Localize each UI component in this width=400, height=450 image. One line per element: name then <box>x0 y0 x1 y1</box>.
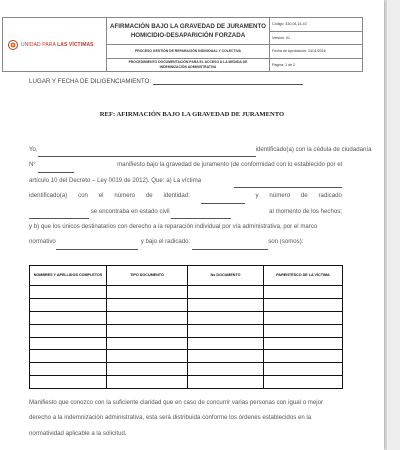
place-date-blank[interactable] <box>153 84 303 85</box>
closing-paragraph: Manifiesto que conozco con la suficiente claridad que en caso de concurrir varias personas con igual o mejor derecho a la indemnización administrativa, esta será distribuida conforme los órdenes establecidos en la normatividad aplicable a la solicitud. <box>29 399 324 437</box>
table-cell[interactable] <box>30 324 107 337</box>
table-cell[interactable] <box>264 324 343 337</box>
document-code: Código: 430,08,15-43 <box>270 18 363 32</box>
beneficiaries-table <box>29 265 343 389</box>
table-cell[interactable] <box>264 337 343 350</box>
table-cell[interactable] <box>264 350 343 363</box>
radicado-number-blank[interactable] <box>192 234 268 249</box>
column-header: PARENTESCO DE LA VÍCTIMA <box>264 266 343 286</box>
table-row <box>30 363 343 376</box>
table-cell[interactable] <box>30 286 107 299</box>
table-header-row <box>30 266 343 286</box>
colombia-seal-icon <box>8 40 18 50</box>
table-row <box>30 324 343 337</box>
vertical-scrollbar[interactable] <box>386 0 400 450</box>
table-cell[interactable] <box>264 311 343 324</box>
victim-id-blank[interactable] <box>201 188 245 203</box>
title-line-2: HOMICIDIO-DESAPARICIÓN FORZADA <box>130 32 246 39</box>
table-row <box>30 350 343 363</box>
column-header: No DOCUMENTO <box>188 266 264 286</box>
process-name: PROCESO GESTIÓN DE REPARACIÓN INDIVIDUAL Y COLECTIVA <box>107 45 270 59</box>
table-cell[interactable] <box>107 376 188 389</box>
approval-date: Fecha de Aprobación: 24/11/2016 <box>270 45 363 59</box>
logo-text: UNIDAD PARA LAS VÍCTIMAS <box>21 41 94 48</box>
procedure-name: PROCEDIMIENTO DOCUMENTACIÓN PARA EL ACCESO A LA MEDIDA DE INDEMNIZACIÓN ADMINISTRATIVA <box>107 58 270 72</box>
table-cell[interactable] <box>264 363 343 376</box>
table-cell[interactable] <box>30 363 107 376</box>
table-cell[interactable] <box>188 324 264 337</box>
title-line-1: AFIRMACIÓN BAJO LA GRAVEDAD DE JURAMENTO <box>110 23 266 30</box>
table-cell[interactable] <box>30 311 107 324</box>
table-cell[interactable] <box>188 363 264 376</box>
table-cell[interactable] <box>107 286 188 299</box>
document-version: Versión: 01 <box>270 31 363 45</box>
unidad-victimas-logo <box>3 40 106 50</box>
table-cell[interactable] <box>107 298 188 311</box>
table-cell[interactable] <box>188 311 264 324</box>
table-row <box>30 311 343 324</box>
place-date-field <box>29 78 303 85</box>
logo-cell <box>3 18 107 72</box>
document-title <box>107 18 270 45</box>
legal-framework-blank[interactable] <box>56 234 138 249</box>
table-cell[interactable] <box>264 376 343 389</box>
table-cell[interactable] <box>188 337 264 350</box>
table-cell[interactable] <box>188 376 264 389</box>
table-cell[interactable] <box>30 298 107 311</box>
table-cell[interactable] <box>107 324 188 337</box>
table-row <box>30 376 343 389</box>
table-cell[interactable] <box>188 298 264 311</box>
table-cell[interactable] <box>30 350 107 363</box>
victim-name-blank[interactable] <box>234 173 342 188</box>
table-row <box>30 286 343 299</box>
document-header <box>2 17 363 72</box>
place-date-label: LUGAR Y FECHA DE DILIGENCIAMIENTO: <box>29 78 152 85</box>
table-cell[interactable] <box>107 311 188 324</box>
table-cell[interactable] <box>264 298 343 311</box>
declaration-body: Yo, identificado(a) con la cédula de ciudadanía N° manifiesto bajo la gravedad de juramento (de conformidad con lo establecido por el artículo 10 del Decreto – Ley 0019 de 2012). Que: a) La víctima identificado(a) con el número de identidad: y número de radicado se encontraba en estado civil al momento de los hechos; y b) que los únicos destinatarios con derecho a la reparación individual por vía administrativa, por el marco normativo y bajo el radicado: son (somos): <box>29 142 342 250</box>
table-cell[interactable] <box>30 337 107 350</box>
table-row <box>30 337 343 350</box>
table-cell[interactable] <box>264 286 343 299</box>
table-cell[interactable] <box>30 376 107 389</box>
column-header: TIPO DOCUMENTO <box>107 266 188 286</box>
column-header: NOMBRES Y APELLIDOS COMPLETOS <box>30 266 107 286</box>
table-cell[interactable] <box>107 363 188 376</box>
table-cell[interactable] <box>107 337 188 350</box>
table-row <box>30 298 343 311</box>
ref-title: REF: AFIRMACIÓN BAJO LA GRAVEDAD DE JURAMENTO <box>99 111 285 118</box>
table-cell[interactable] <box>107 350 188 363</box>
page-number: Página: 1 de 2 <box>270 58 363 72</box>
table-cell[interactable] <box>188 286 264 299</box>
table-cell[interactable] <box>188 350 264 363</box>
